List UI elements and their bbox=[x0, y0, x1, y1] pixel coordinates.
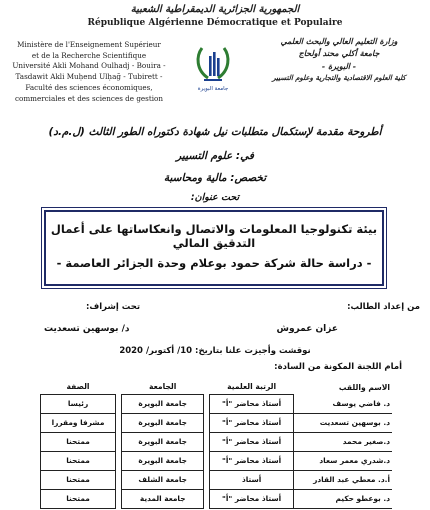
jury-header-role: الصفة bbox=[66, 382, 90, 392]
jury-member-rank: أستاذ محاضر "أ" bbox=[210, 413, 294, 432]
institution-line: Tasdawit Akli Muḥend Ulḥağ - Tubirett - bbox=[15, 72, 163, 82]
thesis-title-case-study: - دراسة حالة شركة حمود بوعلام وحدة الجزائر العاصمة - bbox=[56, 256, 372, 270]
supervisor-name: د/ بوسهين تسعديت bbox=[44, 324, 130, 334]
jury-member-university: جامعة المدية bbox=[122, 489, 203, 508]
jury-member-name: أ.د. معطي عبد القادر bbox=[293, 470, 392, 489]
institution-french-block bbox=[4, 40, 174, 104]
institution-line-ar: وزارة التعليم العالي والبحث العلمي bbox=[280, 37, 398, 46]
university-logo bbox=[188, 42, 238, 98]
jury-member-rank: أستاذ محاضر "أ" bbox=[210, 451, 294, 470]
institution-line-ar: - البويرة - bbox=[321, 61, 357, 71]
logo-caption: جامعة البويرة bbox=[197, 86, 229, 92]
jury-gap bbox=[116, 470, 122, 489]
committee-label: أمام اللجنة المكونة من السادة: bbox=[274, 362, 402, 372]
jury-gap bbox=[203, 470, 209, 489]
jury-gap bbox=[116, 413, 122, 432]
institution-arabic-block bbox=[254, 36, 424, 84]
jury-member-role: رئيسا bbox=[41, 394, 116, 413]
jury-member-rank: أستاذ محاضر "أ" bbox=[210, 489, 294, 508]
jury-gap bbox=[203, 432, 209, 451]
institution-line-ar: جامعة أكلي محند أولحاج bbox=[298, 49, 380, 59]
institution-line: Faculté des sciences économiques, bbox=[25, 82, 153, 92]
jury-gap bbox=[203, 451, 209, 470]
jury-member-role: مشرفا ومقررا bbox=[41, 413, 116, 432]
jury-member-role: ممتحنا bbox=[41, 432, 116, 451]
state-name-french: République Algérienne Démocratique et Populaire bbox=[87, 18, 343, 28]
institution-line-ar: كلية العلوم الاقتصادية والتجارية وعلوم التسيير bbox=[272, 74, 406, 83]
jury-header-gap bbox=[203, 380, 209, 394]
jury-header-university: الجامعة bbox=[149, 382, 177, 392]
thesis-purpose: أطروحة مقدمة لإستكمال متطلبات نيل شهادة دكتوراه الطور الثالث (ل.م.د) bbox=[48, 126, 382, 138]
jury-member-university: جامعة البويرة bbox=[122, 451, 203, 470]
jury-gap bbox=[116, 451, 122, 470]
jury-member-rank: أستاذ محاضر "أ" bbox=[210, 432, 294, 451]
supervisor-label: تحت إشراف: bbox=[86, 302, 141, 312]
table-row bbox=[41, 413, 393, 432]
jury-header-row bbox=[41, 380, 393, 394]
jury-member-rank: أستاذ bbox=[210, 470, 294, 489]
jury-member-name: د.صغير محمد bbox=[293, 432, 392, 451]
thesis-field: في: علوم التسيير bbox=[176, 150, 254, 162]
thesis-under-title: تحت عنوان: bbox=[190, 192, 240, 203]
jury-member-name: د. بوعطو حكيم bbox=[293, 489, 392, 508]
jury-header-gap bbox=[116, 380, 122, 394]
jury-gap bbox=[203, 413, 209, 432]
institution-line: commerciales et des sciences de gestion bbox=[14, 93, 164, 103]
defense-date: نوقشت وأجيزت علنا بتاريخ: 10/ أكتوبر/ 2020 bbox=[119, 346, 311, 356]
jury-gap bbox=[116, 394, 122, 413]
institution-line: et de la Recherche Scientifique bbox=[31, 50, 147, 60]
institution-line: Université Akli Mohand Oulhadj - Bouira - bbox=[12, 61, 166, 71]
jury-member-role: ممتحنا bbox=[41, 470, 116, 489]
jury-member-name: د.شدري معمر سعاد bbox=[293, 451, 392, 470]
jury-gap bbox=[203, 394, 209, 413]
jury-gap bbox=[203, 489, 209, 508]
table-row bbox=[41, 470, 393, 489]
student-label: من إعداد الطالب: bbox=[347, 302, 420, 312]
jury-member-role: ممتحنا bbox=[41, 489, 116, 508]
jury-table bbox=[40, 380, 392, 509]
jury-member-university: جامعة البويرة bbox=[122, 394, 203, 413]
jury-gap bbox=[116, 489, 122, 508]
table-row bbox=[41, 394, 393, 413]
jury-member-university: جامعة البويرة bbox=[122, 413, 203, 432]
table-row bbox=[41, 489, 393, 508]
jury-header-rank: الرتبة العلمية bbox=[227, 382, 277, 392]
jury-member-role: ممتحنا bbox=[41, 451, 116, 470]
jury-member-rank: أستاذ محاضر "أ" bbox=[210, 394, 294, 413]
jury-header-name: الاسم واللقب bbox=[338, 382, 390, 392]
institution-line: Ministère de l'Enseignement Supérieur bbox=[17, 40, 161, 49]
thesis-title-main: بيئة تكنولوجيا المعلومات والاتصال وانعكاساتها على أعمال التدقيق المالي bbox=[50, 222, 378, 250]
jury-member-name: د. فاضي يوسف bbox=[293, 394, 392, 413]
jury-gap bbox=[116, 432, 122, 451]
thesis-specialty: تخصص: مالية ومحاسبة bbox=[163, 172, 267, 184]
student-name: عزان عمروش bbox=[276, 324, 338, 334]
jury-member-university: جامعة الشلف bbox=[122, 470, 203, 489]
table-row bbox=[41, 432, 393, 451]
jury-member-name: د. بوسهين تسعديت bbox=[293, 413, 392, 432]
table-row bbox=[41, 451, 393, 470]
jury-member-university: جامعة البويرة bbox=[122, 432, 203, 451]
state-name-arabic: الجمهورية الجزائرية الديمقراطية الشعبية bbox=[130, 4, 300, 15]
thesis-title-frame bbox=[44, 210, 384, 286]
